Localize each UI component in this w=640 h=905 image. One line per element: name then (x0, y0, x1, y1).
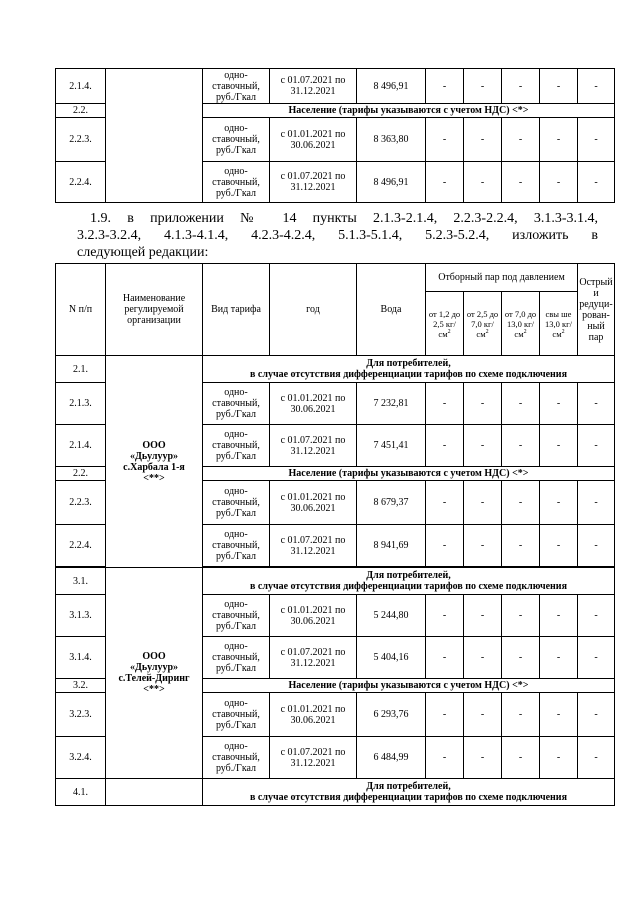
row-number: 2.1.3. (56, 383, 106, 425)
water-value: 5 244,80 (357, 595, 426, 637)
header-num: N п/п (56, 264, 106, 356)
period: с 01.07.2021 по 31.12.2021 (270, 737, 357, 779)
row-number: 3.2.4. (56, 737, 106, 779)
tariff-type: одно-ставочный, руб./Гкал (203, 637, 270, 679)
dash-cell: - (464, 425, 502, 467)
row-number: 3.1.3. (56, 595, 106, 637)
dash-cell: - (502, 162, 540, 203)
tariff-type: одно-ставочный, руб./Гкал (203, 481, 270, 525)
dash-cell: - (578, 737, 615, 779)
dash-cell: - (578, 383, 615, 425)
dash-cell: - (464, 383, 502, 425)
header-steam: Отборный пар под давлением (426, 264, 578, 292)
row-number: 2.1.4. (56, 69, 106, 104)
tariff-type: одно-ставочный, руб./Гкал (203, 118, 270, 162)
period: с 01.07.2021 по 31.12.2021 (270, 637, 357, 679)
dash-cell: - (578, 69, 615, 104)
dash-cell: - (578, 595, 615, 637)
water-value: 8 496,91 (357, 69, 426, 104)
period: с 01.01.2021 по 30.06.2021 (270, 595, 357, 637)
row-number: 2.2.4. (56, 162, 106, 203)
row-number: 3.1.4. (56, 637, 106, 679)
dash-cell: - (540, 525, 578, 567)
water-value: 5 404,16 (357, 637, 426, 679)
period: с 01.07.2021 по 31.12.2021 (270, 525, 357, 567)
tariff-type: одно-ставочный, руб./Гкал (203, 162, 270, 203)
tariff-type: одно-ставочный, руб./Гкал (203, 525, 270, 567)
section-title: Для потребителей, в случае отсутствия дифференциации тарифов по схеме подключения (203, 356, 615, 383)
dash-cell: - (502, 637, 540, 679)
header-tariff: Вид тарифа (203, 264, 270, 356)
dash-cell: - (578, 481, 615, 525)
org-cell-empty (106, 779, 203, 806)
dash-cell: - (426, 637, 464, 679)
dash-cell: - (540, 693, 578, 737)
dash-cell: - (578, 637, 615, 679)
section-row (56, 568, 615, 595)
dash-cell: - (426, 525, 464, 567)
section-title: Население (тарифы указываются с учетом НДС) <*> (203, 679, 615, 693)
water-value: 8 363,80 (357, 118, 426, 162)
period: с 01.07.2021 по 31.12.2021 (270, 162, 357, 203)
water-value: 7 451,41 (357, 425, 426, 467)
dash-cell: - (464, 162, 502, 203)
paragraph-line: следующей редакции: (77, 245, 209, 260)
row-number: 2.2. (56, 104, 106, 118)
tariff-type: одно-ставочный, руб./Гкал (203, 737, 270, 779)
header-pressure-2: от 2,5 до 7,0 кг/ $см^2$ (464, 292, 502, 356)
row-number: 3.2. (56, 679, 106, 693)
tariff-table (55, 263, 615, 806)
dash-cell: - (540, 118, 578, 162)
dash-cell: - (426, 69, 464, 104)
dash-cell: - (578, 118, 615, 162)
dash-cell: - (426, 481, 464, 525)
header-year: год (270, 264, 357, 356)
dash-cell: - (426, 595, 464, 637)
row-number: 3.1. (56, 568, 106, 595)
header-water: Вода (357, 264, 426, 356)
dash-cell: - (502, 737, 540, 779)
dash-cell: - (578, 162, 615, 203)
dash-cell: - (540, 481, 578, 525)
header-org: Наименование регулируемой организации (106, 264, 203, 356)
header-pressure-4: свы ше 13,0 кг/ $см^2$ (540, 292, 578, 356)
period: с 01.07.2021 по 31.12.2021 (270, 425, 357, 467)
tariff-type: одно-ставочный, руб./Гкал (203, 69, 270, 104)
dash-cell: - (502, 693, 540, 737)
row-number: 2.2.4. (56, 525, 106, 567)
section-row (56, 779, 615, 806)
table-row (56, 69, 615, 104)
dash-cell: - (426, 383, 464, 425)
dash-cell: - (426, 693, 464, 737)
tariff-type: одно-ставочный, руб./Гкал (203, 693, 270, 737)
header-pressure-1: от 1,2 до 2,5 кг/ $см^2$ (426, 292, 464, 356)
water-value: 6 293,76 (357, 693, 426, 737)
dash-cell: - (464, 481, 502, 525)
water-value: 7 232,81 (357, 383, 426, 425)
amendment-paragraph (77, 210, 598, 261)
org-name-teley-diring: ООО «Дьулуур» с.Телей-Диринг <**> (106, 568, 203, 779)
period: с 01.07.2021 по 31.12.2021 (270, 69, 357, 104)
section-row (56, 356, 615, 383)
section-title: Для потребителей, в случае отсутствия дифференциации тарифов по схеме подключения (203, 568, 615, 595)
period: с 01.01.2021 по 30.06.2021 (270, 383, 357, 425)
paragraph-line: 1.9. в приложении № 14 пункты 2.1.3-2.1.4, 2.2.3-2.2.4, 3.1.3-3.1.4, (90, 211, 598, 226)
dash-cell: - (502, 595, 540, 637)
dash-cell: - (578, 693, 615, 737)
dash-cell: - (464, 637, 502, 679)
row-number: 2.2.3. (56, 481, 106, 525)
dash-cell: - (464, 525, 502, 567)
dash-cell: - (502, 425, 540, 467)
dash-cell: - (578, 425, 615, 467)
header-pressure-3: от 7,0 до 13,0 кг/ $см^2$ (502, 292, 540, 356)
water-value: 8 496,91 (357, 162, 426, 203)
row-number: 2.1.4. (56, 425, 106, 467)
section-title: Население (тарифы указываются с учетом НДС) <*> (203, 104, 615, 118)
dash-cell: - (464, 693, 502, 737)
dash-cell: - (426, 162, 464, 203)
dash-cell: - (464, 737, 502, 779)
period: с 01.01.2021 по 30.06.2021 (270, 693, 357, 737)
row-number: 2.2.3. (56, 118, 106, 162)
dash-cell: - (426, 737, 464, 779)
row-number: 3.2.3. (56, 693, 106, 737)
section-title: Для потребителей, в случае отсутствия дифференциации тарифов по схеме подключения (203, 779, 615, 806)
period: с 01.01.2021 по 30.06.2021 (270, 481, 357, 525)
tariff-type: одно-ставочный, руб./Гкал (203, 383, 270, 425)
org-name-harbala: ООО «Дьулуур» с.Харбала 1-я <**> (106, 356, 203, 568)
dash-cell: - (540, 637, 578, 679)
dash-cell: - (540, 737, 578, 779)
dash-cell: - (464, 69, 502, 104)
dash-cell: - (540, 425, 578, 467)
section-title: Население (тарифы указываются с учетом НДС) <*> (203, 467, 615, 481)
dash-cell: - (502, 118, 540, 162)
water-value: 8 679,37 (357, 481, 426, 525)
row-number: 2.2. (56, 467, 106, 481)
water-value: 8 941,69 (357, 525, 426, 567)
dash-cell: - (502, 525, 540, 567)
dash-cell: - (540, 595, 578, 637)
dash-cell: - (426, 425, 464, 467)
continuation-table (55, 68, 615, 203)
dash-cell: - (464, 118, 502, 162)
dash-cell: - (540, 383, 578, 425)
dash-cell: - (540, 69, 578, 104)
dash-cell: - (502, 481, 540, 525)
dash-cell: - (578, 525, 615, 567)
header-row (56, 264, 615, 292)
org-cell-empty (106, 69, 203, 203)
paragraph-line: 3.2.3-3.2.4, 4.1.3-4.1.4, 4.2.3-4.2.4, 5.1.3-5.1.4, 5.2.3-5.2.4, изложить в (77, 228, 598, 243)
dash-cell: - (426, 118, 464, 162)
row-number: 2.1. (56, 356, 106, 383)
tariff-type: одно-ставочный, руб./Гкал (203, 425, 270, 467)
period: с 01.01.2021 по 30.06.2021 (270, 118, 357, 162)
dash-cell: - (502, 383, 540, 425)
water-value: 6 484,99 (357, 737, 426, 779)
dash-cell: - (464, 595, 502, 637)
header-sharp-steam: Острый и редуци-рован-ный пар (578, 264, 615, 356)
dash-cell: - (502, 69, 540, 104)
tariff-type: одно-ставочный, руб./Гкал (203, 595, 270, 637)
row-number: 4.1. (56, 779, 106, 806)
dash-cell: - (540, 162, 578, 203)
